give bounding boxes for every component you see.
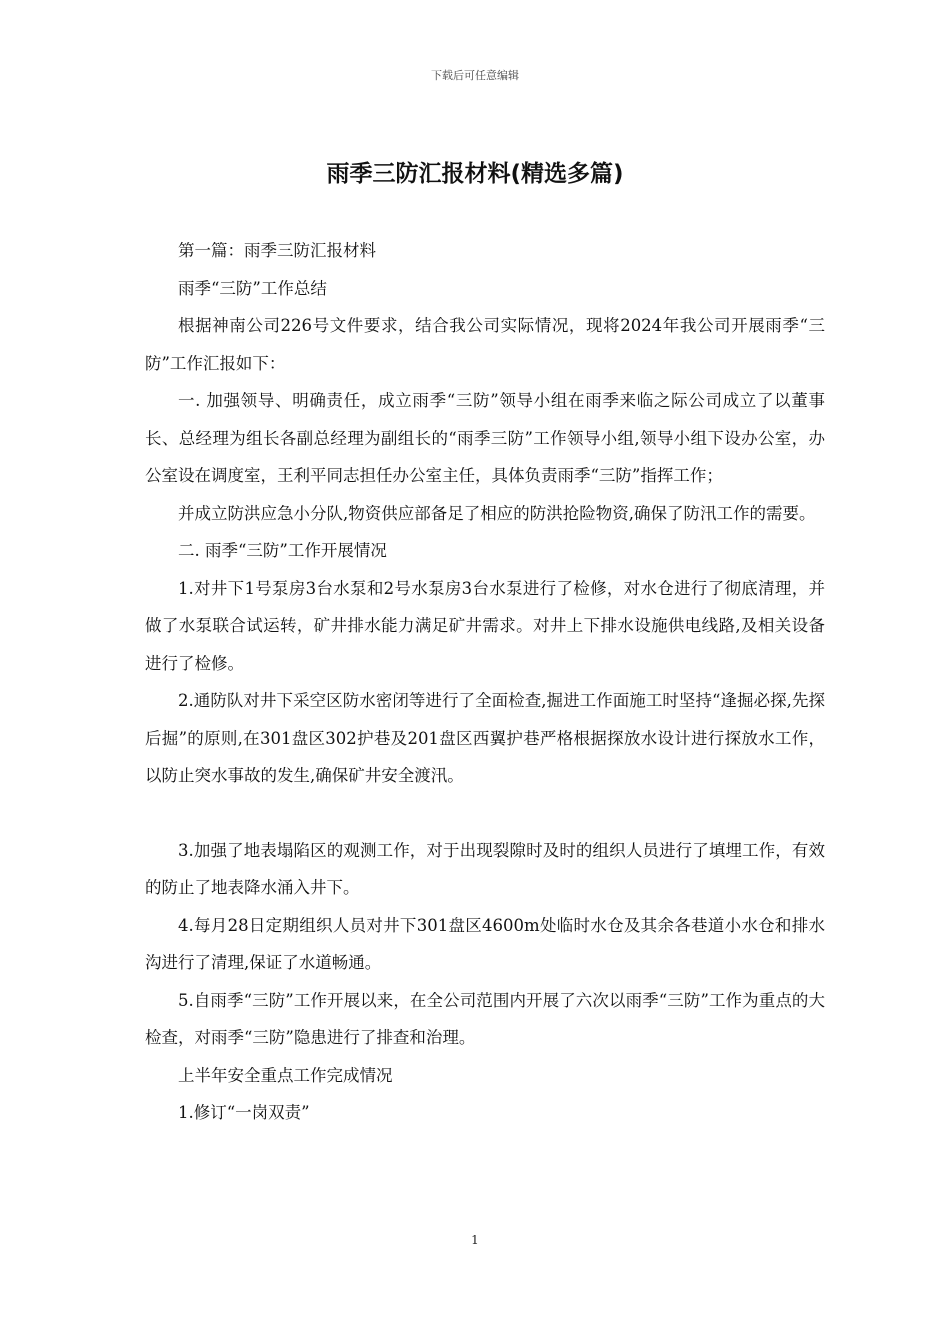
- paragraph: 3.加强了地表塌陷区的观测工作，对于出现裂隙时及时的组织人员进行了填埋工作，有效的防止了地表降水涌入井下。: [145, 840, 825, 897]
- paragraph: 根据神南公司226号文件要求，结合我公司实际情况，现将2024年我公司开展雨季“三防”工作汇报如下：: [145, 316, 825, 373]
- paragraph: 4.每月28日定期组织人员对井下301盘区4600m处临时水仓及其余各巷道小水仓和排水沟进行了清理,保证了水道畅通。: [145, 915, 825, 972]
- header-note: 下载后可任意编辑: [431, 69, 519, 82]
- paragraph: 5.自雨季“三防”工作开展以来，在全公司范围内开展了六次以雨季“三防”工作为重点的大检查，对雨季“三防”隐患进行了排查和治理。: [145, 990, 825, 1047]
- subheading: 雨季“三防”工作总结: [178, 278, 327, 298]
- section-heading: 二. 雨季“三防”工作开展情况: [178, 541, 387, 560]
- paragraph: 2.通防队对井下采空区防水密闭等进行了全面检查,掘进工作面施工时坚持“逢掘必探,先探后掘”的原则,在301盘区302护巷及201盘区西翼护巷严格根据探放水设计进行探放水工作，以防止突水事故的发生,确保矿井安全渡汛。: [145, 691, 825, 785]
- document-title: 雨季三防汇报材料(精选多篇): [326, 161, 624, 187]
- subheading: 上半年安全重点工作完成情况: [178, 1065, 393, 1085]
- paragraph: 1.修订“一岗双责”: [178, 1103, 310, 1122]
- paragraph: 一. 加强领导、明确责任，成立雨季“三防”领导小组在雨季来临之际公司成立了以董事长、总经理为组长各副总经理为副组长的“雨季三防”工作领导小组,领导小组下设办公室，办公室设在调度室，王利平同志担任办公室主任，具体负责雨季“三防”指挥工作；: [145, 391, 825, 485]
- paragraph: 并成立防洪应急小分队,物资供应部备足了相应的防洪抢险物资,确保了防汛工作的需要。: [178, 503, 816, 523]
- paragraph: 1.对井下1号泵房3台水泵和2号水泵房3台水泵进行了检修，对水仓进行了彻底清理，并做了水泵联合试运转，矿井排水能力满足矿井需求。对井上下排水设施供电线路,及相关设备进行了检修。: [145, 578, 825, 673]
- section-heading: 第一篇：雨季三防汇报材料: [178, 241, 376, 260]
- document-body: [145, 232, 825, 1132]
- page-number: 1: [471, 1233, 479, 1247]
